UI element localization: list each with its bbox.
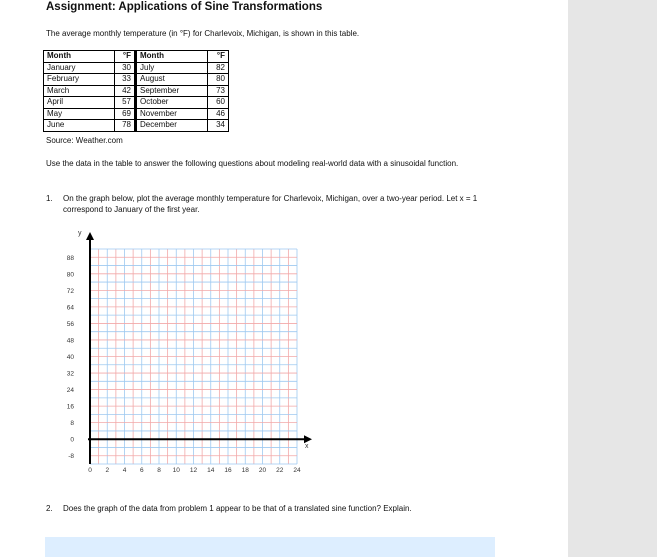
- x-tick-label: 10: [172, 467, 180, 474]
- y-tick-label: 0: [70, 436, 74, 444]
- month-cell: February: [44, 74, 115, 86]
- month-cell: April: [44, 97, 115, 109]
- question-2-number: 2.: [46, 504, 53, 513]
- y-tick-label: 48: [66, 337, 74, 345]
- month-cell: December: [136, 120, 208, 132]
- x-tick-label: 4: [122, 467, 127, 474]
- right-sidebar: [568, 0, 657, 557]
- y-axis-label: y: [78, 230, 82, 237]
- temperature-table: [43, 50, 229, 132]
- x-tick-label: 24: [293, 467, 301, 474]
- table-row: [44, 97, 229, 109]
- x-tick-label: 2: [105, 467, 110, 474]
- temp-cell: 80: [208, 74, 229, 86]
- table-source: Source: Weather.com: [46, 136, 123, 145]
- y-tick-label: 24: [66, 387, 74, 395]
- header-month-2: Month: [136, 51, 208, 63]
- y-tick-label: 16: [66, 403, 74, 411]
- month-cell: September: [136, 85, 208, 97]
- intro-text: The average monthly temperature (in °F) for Charlevoix, Michigan, is shown in this table.: [46, 29, 360, 38]
- question-2: [46, 503, 486, 527]
- x-axis-label: x: [305, 443, 309, 451]
- graph-axes: [78, 230, 312, 464]
- header-temp-2: °F: [208, 51, 229, 63]
- question-2-text: Does the graph of the data from problem 1 appear to be that of a translated sine function? Explain.: [63, 504, 412, 513]
- instructions-text: Use the data in the table to answer the following questions about modeling real-world data with a sinusoidal function.: [46, 159, 459, 168]
- temp-cell: 42: [115, 85, 136, 97]
- x-tick-label: 12: [189, 467, 198, 474]
- y-tick-label: 56: [66, 320, 74, 328]
- y-tick-label: 72: [66, 287, 74, 295]
- answer-box[interactable]: [45, 537, 495, 557]
- x-tick-label: 14: [207, 467, 215, 474]
- temp-cell: 33: [115, 74, 136, 86]
- month-cell: January: [44, 62, 115, 74]
- table-header-row: [44, 51, 229, 63]
- y-tick-label: -8: [68, 453, 74, 461]
- question-1-text: On the graph below, plot the average monthly temperature for Charlevoix, Michigan, over a two-year period. Let x = 1 correspond to January of the first year.: [63, 194, 478, 214]
- x-axis-arrow-icon: [304, 435, 312, 443]
- y-tick-label: 40: [66, 354, 74, 361]
- y-tick-label: 64: [66, 304, 74, 312]
- month-cell: June: [44, 120, 115, 132]
- temp-cell: 57: [115, 97, 136, 109]
- month-cell: October: [136, 97, 208, 109]
- question-1: [46, 193, 486, 217]
- x-tick-label: 6: [139, 467, 144, 474]
- temp-cell: 46: [208, 108, 229, 120]
- y-axis-arrow-icon: [86, 232, 94, 240]
- month-cell: November: [136, 108, 208, 120]
- x-tick-label: 0: [88, 467, 92, 474]
- temp-cell: 69: [115, 108, 136, 120]
- x-tick-label: 16: [224, 467, 232, 474]
- temp-cell: 60: [208, 97, 229, 109]
- temp-cell: 73: [208, 85, 229, 97]
- month-cell: August: [136, 74, 208, 86]
- page-title: Assignment: Applications of Sine Transformations: [46, 1, 323, 13]
- table-row: [44, 120, 229, 132]
- temp-cell: 34: [208, 120, 229, 132]
- header-month-1: Month: [44, 51, 115, 63]
- table-row: [44, 85, 229, 97]
- x-tick-label: 20: [258, 467, 267, 474]
- y-tick-label: 88: [66, 254, 74, 262]
- header-temp-1: °F: [115, 51, 136, 63]
- y-tick-label: 8: [70, 420, 74, 428]
- question-1-number: 1.: [46, 194, 53, 203]
- x-tick-label: 22: [276, 467, 284, 474]
- x-tick-label: 8: [157, 467, 161, 474]
- x-tick-label: 18: [241, 467, 249, 474]
- table-row: [44, 108, 229, 120]
- y-tick-label: 32: [66, 370, 74, 378]
- coordinate-graph: [40, 222, 330, 478]
- month-cell: March: [44, 85, 115, 97]
- temp-cell: 30: [115, 62, 136, 74]
- month-cell: May: [44, 108, 115, 120]
- month-cell: July: [136, 62, 208, 74]
- temp-cell: 78: [115, 120, 136, 132]
- table-row: [44, 74, 229, 86]
- y-tick-label: 80: [66, 271, 74, 279]
- table-row: [44, 62, 229, 74]
- temp-cell: 82: [208, 62, 229, 74]
- graph-grid: [90, 249, 297, 464]
